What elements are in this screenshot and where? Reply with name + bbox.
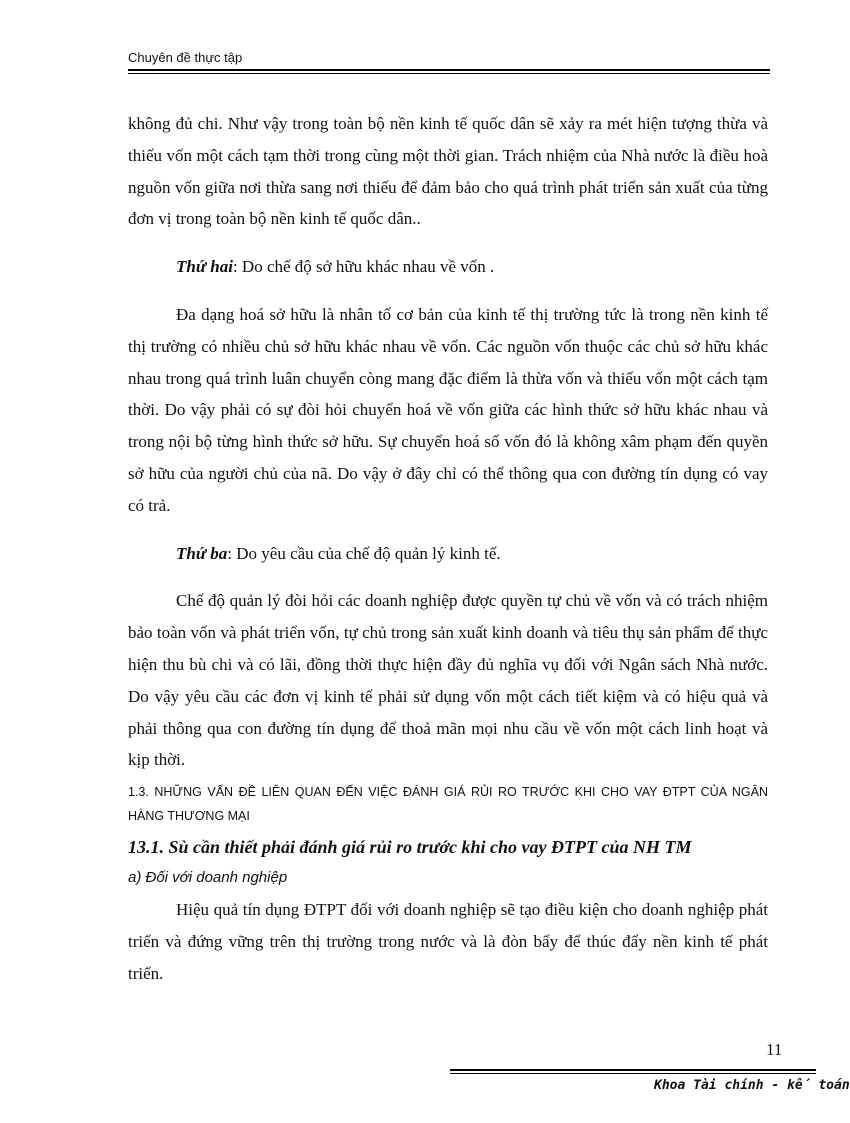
paragraph-ownership: Đa dạng hoá sở hữu là nhân tố cơ bản của kinh tế thị trường tức là trong nền kinh tế thị trường có nhiều chủ sở hữu khác nhau về vốn. Các nguồn vốn thuộc các chủ sở hữu khác nhau trong quá trình luân chuyển còng mang đặc điểm là thừa vốn và thiếu vốn một cách tạm thời. Do vậy phải có sự đòi hỏi chuyển hoá về vốn giữa các hình thức sở hữu khác nhau và trong nội bộ từng hình thức sở hữu. Sự chuyển hoá số vốn đó là không xâm phạm đến quyền sở hữu của người chủ của nã. Do vậy ở đây chỉ có thể thông qua con đường tín dụng có vay có trả. (128, 304, 768, 515)
footer-department: Khoa Tài chính - kế toán (654, 1078, 850, 1093)
text-thu-ba: : Do yêu cầu của chế độ quản lý kinh tế. (227, 543, 501, 563)
paragraph-thu-hai (128, 251, 768, 283)
section-heading: 1.3. NHỮNG VẤN ĐỀ LIÊN QUAN ĐẾN VIỆC ĐÁNH GIÁ RỦI RO TRƯỚC KHI CHO VAY ĐTPT CỦA NGÂN HÀNG THƯƠNG MẠI (128, 785, 768, 824)
paragraph-efficiency: Hiệu quả tín dụng ĐTPT đối với doanh nghiệp sẽ tạo điều kiện cho doanh nghiệp phát triển và đứng vững trên thị trường trong nước và là đòn bẩy để thúc đẩy nền kinh tế phát triển. (128, 900, 768, 983)
document-body (128, 108, 768, 990)
label-thu-ba: Thứ ba (176, 543, 228, 563)
header-title: Chuyên đề thực tập (128, 50, 243, 65)
subsection-heading: 13.1. Sù cần thiết phải đánh giá rủi ro trước khi cho vay ĐTPT của NH TM (128, 837, 692, 858)
footer-divider (450, 1069, 816, 1074)
paragraph-continuation: không đủ chi. Như vậy trong toàn bộ nền kinh tế quốc dân sẽ xảy ra mét hiện tượng thừa và thiếu vốn một cách tạm thời trong cùng một thời gian. Trách nhiệm của Nhà nước là điều hoà nguồn vốn giữa nơi thừa sang nơi thiếu để đảm bảo cho quá trình phát triển sản xuất của từng đơn vị trong toàn bộ nền kinh tế quốc dân.. (128, 114, 768, 229)
header-divider (128, 69, 770, 74)
subsubsection-heading: a) Đối với doanh nghiệp (128, 869, 288, 887)
label-thu-hai: Thứ hai (176, 257, 233, 277)
paragraph-thu-ba (128, 538, 768, 570)
paragraph-management: Chế độ quản lý đòi hỏi các doanh nghiệp được quyền tự chủ về vốn và có trách nhiệm bảo toàn vốn và phát triển vốn, tự chủ trong sản xuất kinh doanh và tiêu thụ sản phẩm để thực hiện thu bù chi và có lãi, đồng thời thực hiện đầy đủ nghĩa vụ đối với Ngân sách Nhà nước. Do vậy yêu cầu các đơn vị kinh tế phải sử dụng vốn một cách tiết kiệm và có hiệu quả và phải thông qua con đường tín dụng để thoả mãn mọi nhu cầu về vốn một cách linh hoạt và kịp thời. (128, 591, 768, 770)
page-number: 11 (766, 1040, 783, 1059)
text-thu-hai: : Do chế độ sở hữu khác nhau về vốn . (232, 257, 495, 277)
